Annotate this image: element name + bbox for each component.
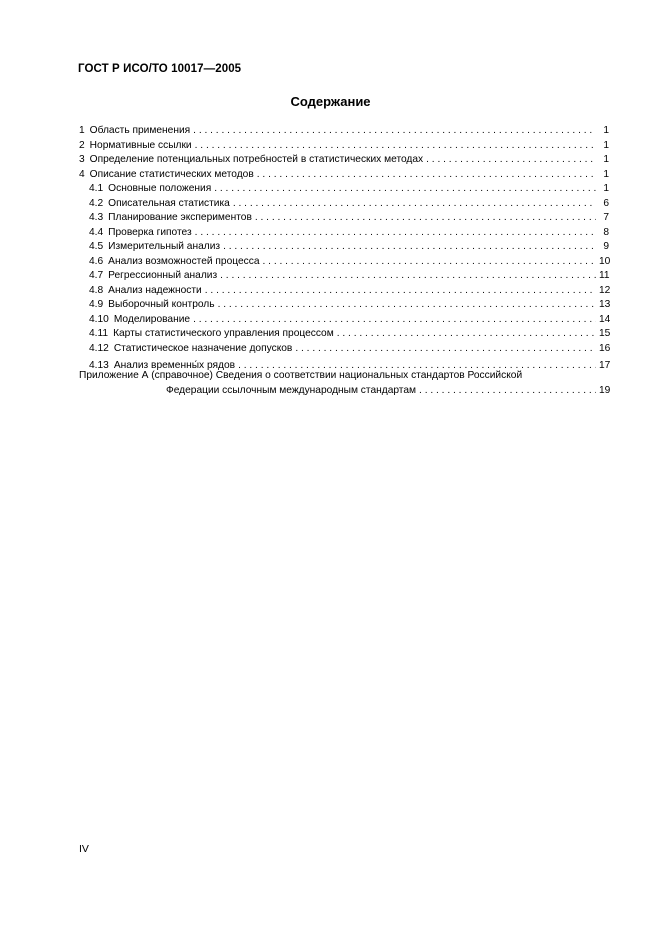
toc-entry-page: 14 xyxy=(599,313,611,325)
toc-entry-page: 6 xyxy=(603,197,609,209)
toc-subentry[interactable] xyxy=(79,182,609,197)
toc-entry-page: 7 xyxy=(603,212,609,223)
toc-entry-number: 4.10 xyxy=(89,313,109,325)
toc-entry-number: 3 xyxy=(79,154,85,165)
toc-subentry[interactable] xyxy=(79,327,609,342)
toc-entry-page: 1 xyxy=(603,139,609,151)
toc-entry-page: 1 xyxy=(603,154,609,165)
toc-leader-dots xyxy=(263,255,597,270)
toc-entry-page: 12 xyxy=(599,284,611,296)
page-number: IV xyxy=(79,843,89,855)
toc-entry-label: Планирование экспериментов xyxy=(108,212,252,223)
toc-leader-dots xyxy=(193,313,596,328)
appendix-title-line2-row xyxy=(79,384,609,399)
toc-leader-dots xyxy=(195,226,596,241)
document-header: ГОСТ Р ИСО/ТО 10017—2005 xyxy=(78,63,242,75)
toc-entry-number: 4.7 xyxy=(89,270,104,281)
toc-entry-page: 13 xyxy=(599,299,611,310)
toc-entry-number: 4.9 xyxy=(89,299,104,310)
toc-entry-page: 1 xyxy=(603,183,609,194)
toc-entry-number: 4.11 xyxy=(89,328,109,339)
toc-leader-dots xyxy=(223,240,596,255)
toc-leader-dots xyxy=(257,168,596,183)
appendix-title-line2: Федерации ссылочным международным стандартам xyxy=(166,384,417,396)
table-of-contents xyxy=(79,124,609,374)
toc-subentry[interactable] xyxy=(79,342,609,357)
toc-leader-dots xyxy=(419,384,596,399)
toc-leader-dots xyxy=(426,153,596,168)
toc-leader-dots xyxy=(233,197,596,212)
toc-leader-dots xyxy=(193,124,596,139)
toc-entry-number: 4.3 xyxy=(89,212,104,223)
toc-entry[interactable] xyxy=(79,139,609,154)
toc-entry-page: 16 xyxy=(599,342,611,354)
toc-entry-label: Карты статистического управления процессом xyxy=(113,328,334,339)
toc-entry-page: 8 xyxy=(603,226,609,238)
toc-title: Содержание xyxy=(290,94,371,109)
toc-subentry[interactable] xyxy=(79,269,609,284)
toc-entry-number: 1 xyxy=(79,125,85,136)
toc-entry-label: Анализ временны́х рядов xyxy=(113,360,236,371)
toc-entry-label: Область применения xyxy=(89,125,191,136)
toc-entry-number: 2 xyxy=(79,139,85,151)
toc-entry-page: 1 xyxy=(603,125,609,136)
toc-entry-label: Статистическое назначение допусков xyxy=(113,342,293,354)
toc-entry-number: 4.13 xyxy=(89,360,109,371)
toc-leader-dots xyxy=(295,342,596,357)
toc-entry-number: 4.8 xyxy=(89,284,104,296)
toc-entry-label: Измерительный анализ xyxy=(108,241,221,252)
toc-entry-label: Выборочный контроль xyxy=(108,299,215,310)
toc-entry-label: Описательная статистика xyxy=(108,197,230,209)
toc-subentry[interactable] xyxy=(79,211,609,226)
toc-entry-page: 11 xyxy=(599,270,610,281)
toc-entry-label: Описание статистических методов xyxy=(89,168,254,180)
toc-entry-number: 4.4 xyxy=(89,226,104,238)
toc-entry-label: Регрессионный анализ xyxy=(108,270,218,281)
toc-leader-dots xyxy=(205,284,596,299)
toc-entry-label: Определение потенциальных потребностей в статистических методах xyxy=(89,154,424,165)
toc-entry-page: 9 xyxy=(603,241,609,252)
toc-entry-number: 4.1 xyxy=(89,183,104,194)
toc-subentry[interactable] xyxy=(79,313,609,328)
toc-appendix-entry[interactable] xyxy=(79,369,609,398)
toc-entry-label: Нормативные ссылки xyxy=(89,139,192,151)
toc-entry-number: 4.2 xyxy=(89,197,104,209)
toc-leader-dots xyxy=(214,182,596,197)
toc-leader-dots xyxy=(255,211,596,226)
toc-entry[interactable] xyxy=(79,124,609,139)
appendix-title-line1: Приложение А (справочное) Сведения о соответствии национальных стандартов Российской xyxy=(79,370,523,381)
toc-leader-dots xyxy=(337,327,596,342)
toc-entry-page: 17 xyxy=(599,360,611,371)
toc-entry-label: Анализ возможностей процесса xyxy=(108,255,260,267)
toc-leader-dots xyxy=(195,139,596,154)
toc-subentry[interactable] xyxy=(79,240,609,255)
toc-entry-number: 4.12 xyxy=(89,342,109,354)
toc-entry-number: 4 xyxy=(79,168,85,180)
toc-entry-page: 1 xyxy=(603,168,609,180)
toc-entry-page: 15 xyxy=(599,328,611,339)
toc-leader-dots xyxy=(220,269,596,284)
toc-entry-number: 4.6 xyxy=(89,255,104,267)
toc-entry-label: Основные положения xyxy=(108,183,212,194)
toc-entry-page: 10 xyxy=(599,255,611,267)
toc-entry-label: Проверка гипотез xyxy=(108,226,192,238)
toc-entry-label: Моделирование xyxy=(113,313,191,325)
toc-entry[interactable] xyxy=(79,168,609,183)
toc-leader-dots xyxy=(218,298,596,313)
toc-subentry[interactable] xyxy=(79,298,609,313)
toc-entry-label: Анализ надежности xyxy=(108,284,202,296)
toc-subentry[interactable] xyxy=(79,255,609,270)
toc-subentry[interactable] xyxy=(79,226,609,241)
toc-entry-number: 4.5 xyxy=(89,241,104,252)
appendix-page: 19 xyxy=(599,384,611,396)
toc-subentry[interactable] xyxy=(79,284,609,299)
toc-entry[interactable] xyxy=(79,153,609,168)
toc-subentry[interactable] xyxy=(79,197,609,212)
